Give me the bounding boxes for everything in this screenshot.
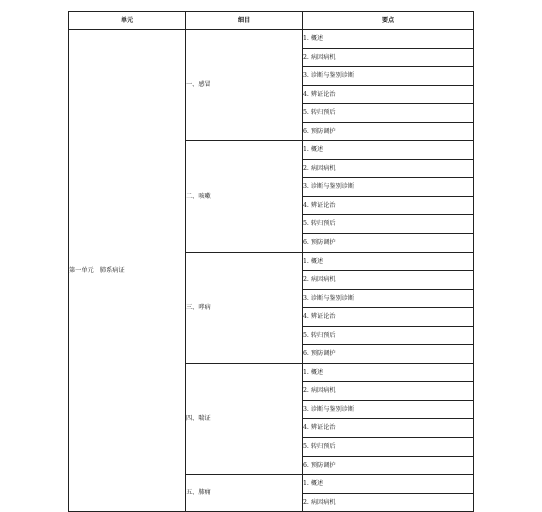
point-cell: 1. 概述: [303, 141, 474, 160]
point-cell: 4. 辨证论治: [303, 85, 474, 104]
point-cell: 6. 预防调护: [303, 122, 474, 141]
syllabus-table: [68, 11, 474, 512]
header-subtopic: 细目: [186, 12, 303, 30]
point-cell: 3. 诊断与鉴别诊断: [303, 400, 474, 419]
point-cell: 2. 病因病机: [303, 382, 474, 401]
subtopic-cell: 三、哮病: [186, 252, 303, 363]
point-cell: 2. 病因病机: [303, 159, 474, 178]
point-cell: 5. 转归预后: [303, 215, 474, 234]
point-cell: 4. 辨证论治: [303, 308, 474, 327]
point-cell: 1. 概述: [303, 363, 474, 382]
point-cell: 3. 诊断与鉴别诊断: [303, 178, 474, 197]
point-cell: 5. 转归预后: [303, 438, 474, 457]
point-cell: 5. 转归预后: [303, 104, 474, 123]
point-cell: 6. 预防调护: [303, 345, 474, 364]
subtopic-cell: 四、喘证: [186, 363, 303, 474]
point-cell: 3. 诊断与鉴别诊断: [303, 67, 474, 86]
point-cell: 3. 诊断与鉴别诊断: [303, 289, 474, 308]
header-points: 要点: [303, 12, 474, 30]
subtopic-cell: 二、咳嗽: [186, 141, 303, 252]
unit-cell: 第一单元 肺系病证: [69, 30, 186, 512]
point-cell: 6. 预防调护: [303, 456, 474, 475]
header-unit: 单元: [69, 12, 186, 30]
point-cell: 1. 概述: [303, 252, 474, 271]
point-cell: 2. 病因病机: [303, 48, 474, 67]
subtopic-cell: 一、感冒: [186, 30, 303, 141]
point-cell: 4. 辨证论治: [303, 196, 474, 215]
table-body: [69, 30, 474, 512]
point-cell: 5. 转归预后: [303, 326, 474, 345]
point-cell: 4. 辨证论治: [303, 419, 474, 438]
table-row: [69, 30, 474, 49]
point-cell: 2. 病因病机: [303, 493, 474, 512]
subtopic-cell: 五、肺痈: [186, 475, 303, 512]
point-cell: 2. 病因病机: [303, 271, 474, 290]
header-row: [69, 12, 474, 30]
point-cell: 6. 预防调护: [303, 234, 474, 253]
point-cell: 1. 概述: [303, 30, 474, 49]
point-cell: 1. 概述: [303, 475, 474, 494]
